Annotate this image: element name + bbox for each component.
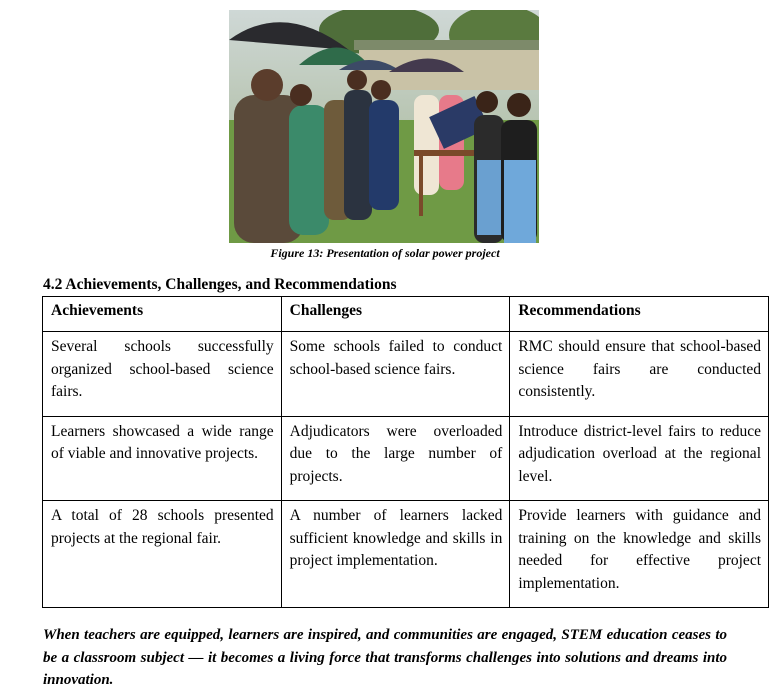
table-row (43, 332, 769, 417)
section-heading: 4.2 Achievements, Challenges, and Recommendations (43, 276, 397, 293)
solar-project-photo (229, 10, 539, 243)
table-header-row (43, 297, 769, 332)
table-cell: A number of learners lacked sufficient knowledge and skills in project implementation. (281, 501, 510, 608)
figure-photo (229, 10, 539, 243)
table-cell: Provide learners with guidance and training on the knowledge and skills needed for effective project implementation. (510, 501, 769, 608)
table-cell: Several schools successfully organized school-based science fairs. (43, 332, 282, 417)
table-row (43, 416, 769, 501)
header-recommendations: Recommendations (510, 297, 769, 332)
table-cell: Some schools failed to conduct school-based science fairs. (281, 332, 510, 417)
table-cell: Introduce district-level fairs to reduce adjudication overload at the regional level. (510, 416, 769, 501)
header-achievements: Achievements (43, 297, 282, 332)
table-row (43, 501, 769, 608)
table-cell: Adjudicators were overloaded due to the large number of projects. (281, 416, 510, 501)
table-cell: RMC should ensure that school-based science fairs are conducted consistently. (510, 332, 769, 417)
table-cell: Learners showcased a wide range of viable and innovative projects. (43, 416, 282, 501)
header-challenges: Challenges (281, 297, 510, 332)
achievements-table (42, 296, 769, 608)
figure-caption: Figure 13: Presentation of solar power project (270, 246, 500, 260)
closing-quote: When teachers are equipped, learners are inspired, and communities are engaged, STEM education ceases to be a classroom subject — it becomes a living force that transforms challenges into solutions and dreams into innovation. (43, 627, 727, 688)
table-cell: A total of 28 schools presented projects at the regional fair. (43, 501, 282, 608)
